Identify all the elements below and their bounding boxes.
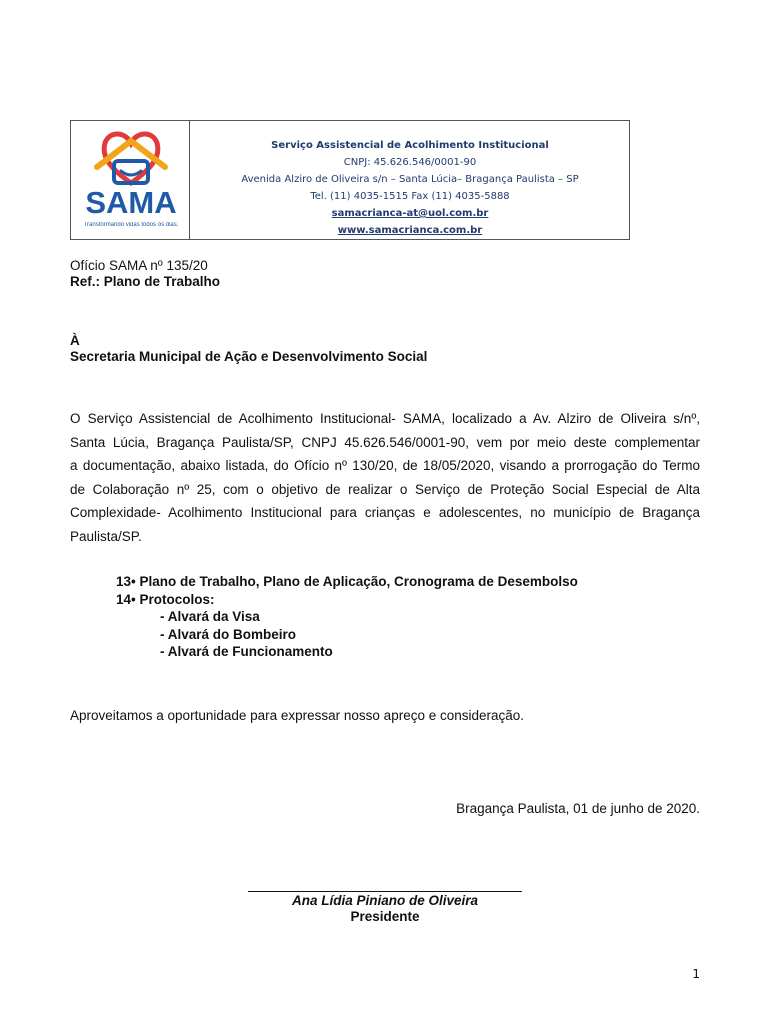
body-line: Santa Lúcia, Bragança Paulista/SP, CNPJ 45.626.546/0001-90, vem por meio deste complementar xyxy=(70,434,700,450)
body-line: O Serviço Assistencial de Acolhimento Institucional- SAMA, localizado a Av. Alziro de Oliveira s/nº, xyxy=(70,411,700,426)
list-subitem: - Alvará do Bombeiro xyxy=(160,626,297,642)
recipient-salutation: À xyxy=(70,333,80,348)
reference-block xyxy=(70,258,220,290)
org-email-link[interactable]: samacrianca-at@uol.com.br xyxy=(331,208,489,219)
logo-tagline: Transformando vidas todos os dias. xyxy=(83,222,179,228)
letterhead xyxy=(70,120,630,240)
logo xyxy=(71,121,190,239)
letterhead-info xyxy=(190,137,630,239)
org-address: Avenida Alziro de Oliveira s/n – Santa Lúcia– Bragança Paulista – SP xyxy=(241,174,579,185)
closing-sentence: Aproveitamos a oportunidade para expressar nosso apreço e consideração. xyxy=(70,708,525,723)
body-line: Complexidade- Acolhimento Institucional para crianças e adolescentes, no município de Bragança xyxy=(70,505,700,520)
list-subitem: - Alvará de Funcionamento xyxy=(160,644,333,659)
org-name: Serviço Assistencial de Acolhimento Institucional xyxy=(271,140,549,151)
oficio-number: Ofício SAMA nº 135/20 xyxy=(70,258,208,273)
list-item: 13• Plano de Trabalho, Plano de Aplicação, Cronograma de Desembolso xyxy=(116,574,578,589)
smile-shape xyxy=(121,171,141,175)
body-line: Paulista/SP. xyxy=(70,528,142,544)
logo-wordmark: SAMA xyxy=(85,185,177,220)
org-phone: Tel. (11) 4035-1515 Fax (11) 4035-5888 xyxy=(310,191,510,202)
body-paragraph xyxy=(70,407,700,548)
signature-line xyxy=(248,891,522,892)
signatory-role: Presidente xyxy=(350,909,420,924)
recipient-name: Secretaria Municipal de Ação e Desenvolvimento Social xyxy=(70,349,428,364)
body-line: a documentação, abaixo listada, do Ofício nº 130/20, de 18/05/2020, visando a prorrogação do Termo xyxy=(70,458,700,473)
letter-date: Bragança Paulista, 01 de junho de 2020. xyxy=(456,801,700,816)
org-cnpj: CNPJ: 45.626.546/0001-90 xyxy=(343,157,477,168)
page-number: 1 xyxy=(692,967,700,981)
list-subitem: - Alvará da Visa xyxy=(160,609,260,624)
body-line: de Colaboração nº 25, com o objetivo de realizar o Serviço de Proteção Social Especial de Alta xyxy=(70,481,700,497)
org-website-link[interactable]: www.samacrianca.com.br xyxy=(337,225,483,236)
document-list xyxy=(116,573,578,661)
recipient-block xyxy=(70,333,427,365)
reference-subject: Ref.: Plano de Trabalho xyxy=(70,274,221,289)
signatory-name: Ana Lídia Piniano de Oliveira xyxy=(291,893,479,908)
list-item: 14• Protocolos: xyxy=(116,591,215,607)
